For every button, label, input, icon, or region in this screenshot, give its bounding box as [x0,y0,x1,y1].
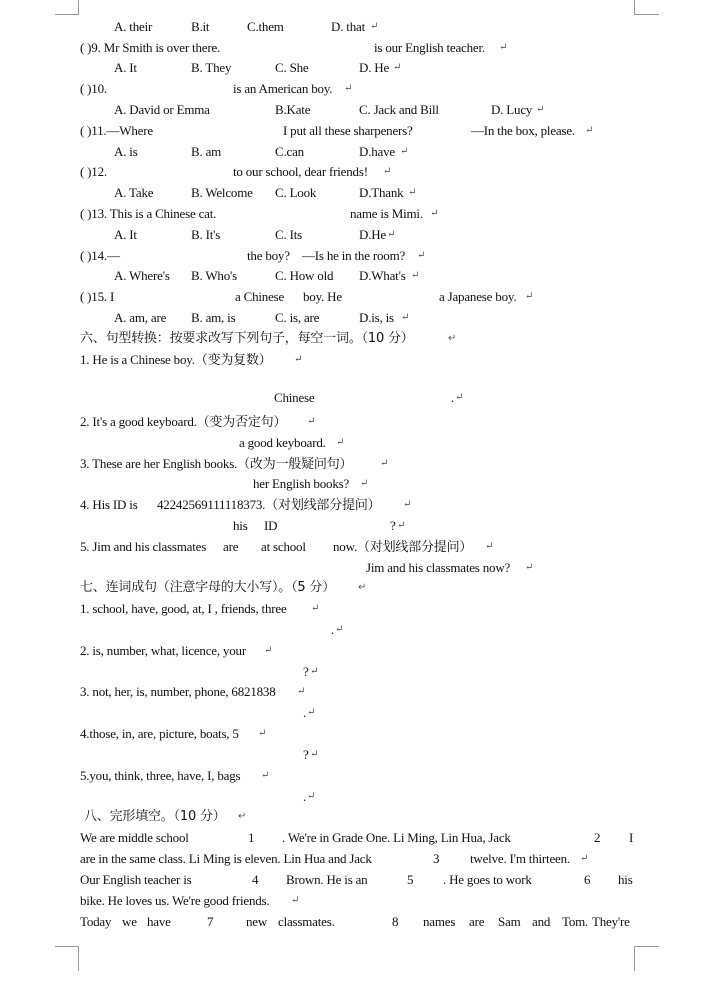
item-text: 1. school, have, good, at, I , friends, three [80,601,287,616]
option-a: A. am, are [114,310,167,325]
para-mark: ↵ [408,187,417,198]
answer-end: ? [303,747,309,762]
para-mark: ↵ [403,499,412,510]
para-mark: ↵ [335,624,344,635]
cloze-word: names [423,914,456,929]
para-mark: ↵ [397,520,406,531]
question-text: ( )15. I [80,289,115,304]
option-d: D. He [359,60,390,75]
option-c: C. How old [275,268,334,283]
para-mark: ↵ [307,416,316,427]
cloze-word: classmates. [278,914,335,929]
answer-text: Chinese [274,390,315,405]
cloze-word: Today [80,914,112,929]
para-mark: ↵ [258,728,267,739]
question-text-mid: the boy? [247,248,290,263]
para-mark: ↵ [264,645,273,656]
para-mark: ↵ [387,229,396,240]
option-b: B. They [191,60,232,75]
crop-mark-top-right [634,0,659,15]
question-text-tail: name is Mimi. [350,206,423,221]
option-b: B. It's [191,227,221,242]
question-text: ( )13. This is a Chinese cat. [80,206,217,221]
option-d: D. that [331,19,365,34]
para-mark: ↵ [261,770,270,781]
para-mark: ↵ [358,582,367,593]
option-d: D.is, is [359,310,394,325]
cloze-word: new [246,914,268,929]
question-text-mid: I put all these sharpeners? [283,123,413,138]
option-d: D. Lucy [491,102,533,117]
cloze-text: twelve. I'm thirteen. [470,851,570,866]
crop-mark-bottom-right [634,946,659,971]
option-d: D.What's [359,268,406,283]
option-a: A. Take [114,185,154,200]
cloze-word: Sam [498,914,521,929]
para-mark: ↵ [585,125,594,136]
cloze-text: are in the same class. Li Ming is eleven. Lin Hua and Jack [80,851,372,866]
item-text-tail: now.（对划线部分提问） [333,539,473,554]
para-mark: ↵ [294,354,303,365]
option-b: B. Welcome [191,185,253,200]
cloze-text: Brown. He is an [286,872,368,887]
item-text-tail: 42242569111118373.（对划线部分提问） [157,497,381,512]
para-mark: ↵ [383,166,392,177]
question-text-tail: —In the box, please. [471,123,575,138]
question-text-tail: to our school, dear friends! [233,164,368,179]
answer-end: . [303,705,307,720]
crop-mark-top-left [55,0,79,15]
option-a: A. It [114,60,137,75]
blank-number: 3 [433,851,440,866]
question-text-tail: is an American boy. [233,81,333,96]
question-text: ( )11.—Where [80,123,153,138]
option-a: A. their [114,19,153,34]
question-text-tail: is our English teacher. [374,40,485,55]
para-mark: ↵ [393,62,402,73]
option-b: B. am, is [191,310,236,325]
option-b: B. Who's [191,268,238,283]
option-b: B.Kate [275,102,311,117]
para-mark: ↵ [525,291,534,302]
para-mark: ↵ [238,811,247,822]
para-mark: ↵ [455,392,464,403]
section-heading: 六、句型转换：按要求改写下列句子，每空一词。（10 分） [80,331,414,346]
para-mark: ↵ [499,42,508,53]
answer-text: Jim and his classmates now? [366,560,511,575]
blank-number: 2 [594,830,601,845]
question-text: ( )12. [80,164,107,179]
option-b: B.it [191,19,210,34]
question-text: ( )14.— [80,248,120,263]
para-mark: ↵ [536,104,545,115]
option-c: C. Its [275,227,302,242]
para-mark: ↵ [307,707,316,718]
blank-number: 4 [252,872,259,887]
item-text: 5. Jim and his classmates [80,539,207,554]
answer-text: her English books? [253,476,350,491]
option-d: D.Thank [359,185,404,200]
para-mark: ↵ [360,478,369,489]
item-text: 1. He is a Chinese boy.（变为复数） [80,352,272,367]
para-mark: ↵ [401,312,410,323]
cloze-text: Our English teacher is [80,872,192,887]
para-mark: ↵ [400,146,409,157]
section-heading: 七、连词成句（注意字母的大小写）。（5 分） [80,580,336,595]
option-c: C. Jack and Bill [359,102,439,117]
question-text-mid: a Chinese [235,289,285,304]
para-mark: ↵ [344,83,353,94]
item-text: 3. not, her, is, number, phone, 6821838 [80,684,276,699]
cloze-word: Tom. [562,914,589,929]
para-mark: ↵ [448,333,457,344]
item-text: are [223,539,239,554]
para-mark: ↵ [370,21,379,32]
answer-end: ? [390,518,396,533]
para-mark: ↵ [310,666,319,677]
blank-number: 1 [248,830,255,845]
answer-end: . [331,622,335,637]
crop-mark-bottom-left [55,946,79,971]
cloze-text: I [629,830,634,845]
option-c: C. is, are [275,310,320,325]
option-a: A. Where's [114,268,170,283]
answer-end: . [303,789,307,804]
item-text: 5.you, think, three, have, I, bags [80,768,241,783]
answer-text: his [233,518,248,533]
item-text: 4. His ID is [80,497,138,512]
para-mark: ↵ [336,437,345,448]
para-mark: ↵ [580,853,589,864]
item-text: 4.those, in, are, picture, boats, 5 [80,726,239,741]
cloze-text: . We're in Grade One. Li Ming, Lin Hua, Jack [282,830,511,845]
cloze-word: are [469,914,485,929]
para-mark: ↵ [310,749,319,760]
option-a: A. is [114,144,138,159]
para-mark: ↵ [411,270,420,281]
para-mark: ↵ [307,791,316,802]
blank-number: 7 [207,914,214,929]
option-a: A. It [114,227,137,242]
blank-number: 6 [584,872,591,887]
cloze-word: They're [592,914,630,929]
cloze-word: we [122,914,137,929]
item-text: 2. is, number, what, licence, your [80,643,246,658]
cloze-word: have [147,914,171,929]
option-c: C. She [275,60,309,75]
option-c: C. Look [275,185,317,200]
item-text: 2. It's a good keyboard.（变为否定句） [80,414,287,429]
cloze-word: and [532,914,551,929]
option-c: C.them [247,19,284,34]
answer-end: ? [303,664,309,679]
para-mark: ↵ [525,562,534,573]
para-mark: ↵ [430,208,439,219]
question-text: ( )9. Mr Smith is over there. [80,40,221,55]
option-c: C.can [275,144,304,159]
cloze-text: We are middle school [80,830,189,845]
option-d: D.have [359,144,395,159]
question-text-mid: boy. He [303,289,342,304]
para-mark: ↵ [311,603,320,614]
para-mark: ↵ [417,250,426,261]
answer-text: a good keyboard. [239,435,326,450]
question-text-tail: —Is he in the room? [302,248,406,263]
option-b: B. am [191,144,222,159]
section-heading: 八、完形填空。（10 分） [84,809,226,824]
cloze-text: his [618,872,633,887]
question-text-tail: a Japanese boy. [439,289,517,304]
option-a: A. David or Emma [114,102,210,117]
answer-text: ID [264,518,278,533]
cloze-text: . He goes to work [443,872,532,887]
blank-number: 5 [407,872,414,887]
item-text: 3. These are her English books.（改为一般疑问句） [80,456,353,471]
para-mark: ↵ [485,541,494,552]
question-text: ( )10. [80,81,107,96]
answer-end: . [451,390,455,405]
para-mark: ↵ [291,895,300,906]
para-mark: ↵ [297,686,306,697]
para-mark: ↵ [380,458,389,469]
option-d: D.He [359,227,386,242]
blank-number: 8 [392,914,399,929]
cloze-text: bike. He loves us. We're good friends. [80,893,270,908]
item-text: at school [261,539,306,554]
